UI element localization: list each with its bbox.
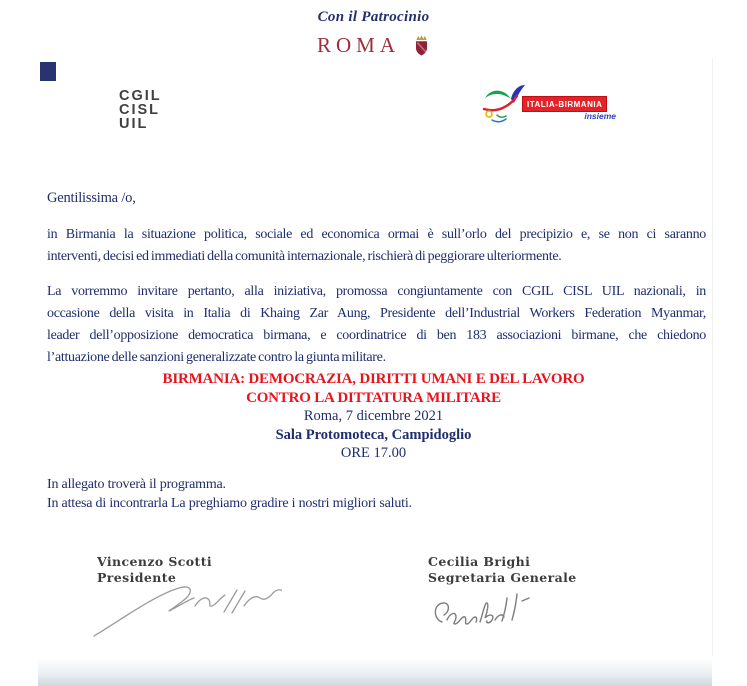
event-title-line-2: CONTRO LA DITTATURA MILITARE [246,389,501,406]
cisl-line: CISL [119,102,161,118]
roma-logo [0,33,747,58]
event-announcement [0,370,747,463]
cgil-line: CGIL [119,88,162,104]
closing-block [47,476,412,513]
italia-birmania-logo [482,83,618,127]
event-time: ORE 17.00 [340,445,407,462]
scotti-signature [90,579,282,644]
paragraph-line: occasione della visita in Italia di Khaing Zar Aung, Presidente dell’Industrial Workers Federation Myanmar, [47,306,706,321]
paragraph-1 [47,224,706,268]
navy-placeholder-block [40,62,56,81]
paragraph-line: La vorremmo invitare pertanto, alla iniziativa, promossa congiuntamente con CGIL CISL UIL nazionali, in [47,284,706,299]
salutation: Gentilissima /o, [47,190,136,206]
signer-name: Vincenzo Scotti [97,554,213,569]
event-venue: Sala Protomoteca, Campidoglio [275,426,472,443]
roma-logo-text: ROMA [316,33,400,57]
paragraph-2 [47,281,706,369]
closing-line-2: In attesa di incontrarla La preghiamo gradire i nostri migliori saluti. [47,495,412,511]
signer-name: Cecilia Brighi [428,554,531,569]
closing-line-1: In allegato troverà il programma. [47,477,226,492]
page-right-edge-line [712,58,713,656]
roma-crest-icon [413,34,430,57]
signer-role: Presidente [97,569,177,585]
event-date: Roma, 7 dicembre 2021 [303,408,444,425]
cgil-cisl-uil-logo [119,89,162,131]
bottom-bar [38,658,712,686]
paragraph-line: leader dell’opposizione democratica birmana, e coordinatrice di ben 183 associazioni birmane, che chiedono [47,328,706,343]
signer-role: Segretaria Generale [428,569,577,585]
paragraph-line: l’attuazione delle sanzioni generalizzate contro la giunta militare. [47,350,386,365]
event-title-line-1: BIRMANIA: DEMOCRAZIA, DIRITTI UMANI E DEL LAVORO [162,371,585,387]
brighi-signature [427,589,545,640]
paragraph-line: in Birmania la situazione politica, sociale ed economica ormai è sull’orlo del precipizio e, se non ci saranno [47,227,706,242]
insieme-label: insieme [584,111,616,121]
patronage-label: Con il Patrocinio [317,9,430,25]
italia-birmania-box-label: ITALIA-BIRMANIA [522,96,607,112]
paragraph-line: interventi, decisi ed immediati della comunità internazionale, rischierà di peggiorare ulteriormente. [47,249,562,264]
uil-line: UIL [119,116,149,132]
signature-block-right [428,554,577,585]
